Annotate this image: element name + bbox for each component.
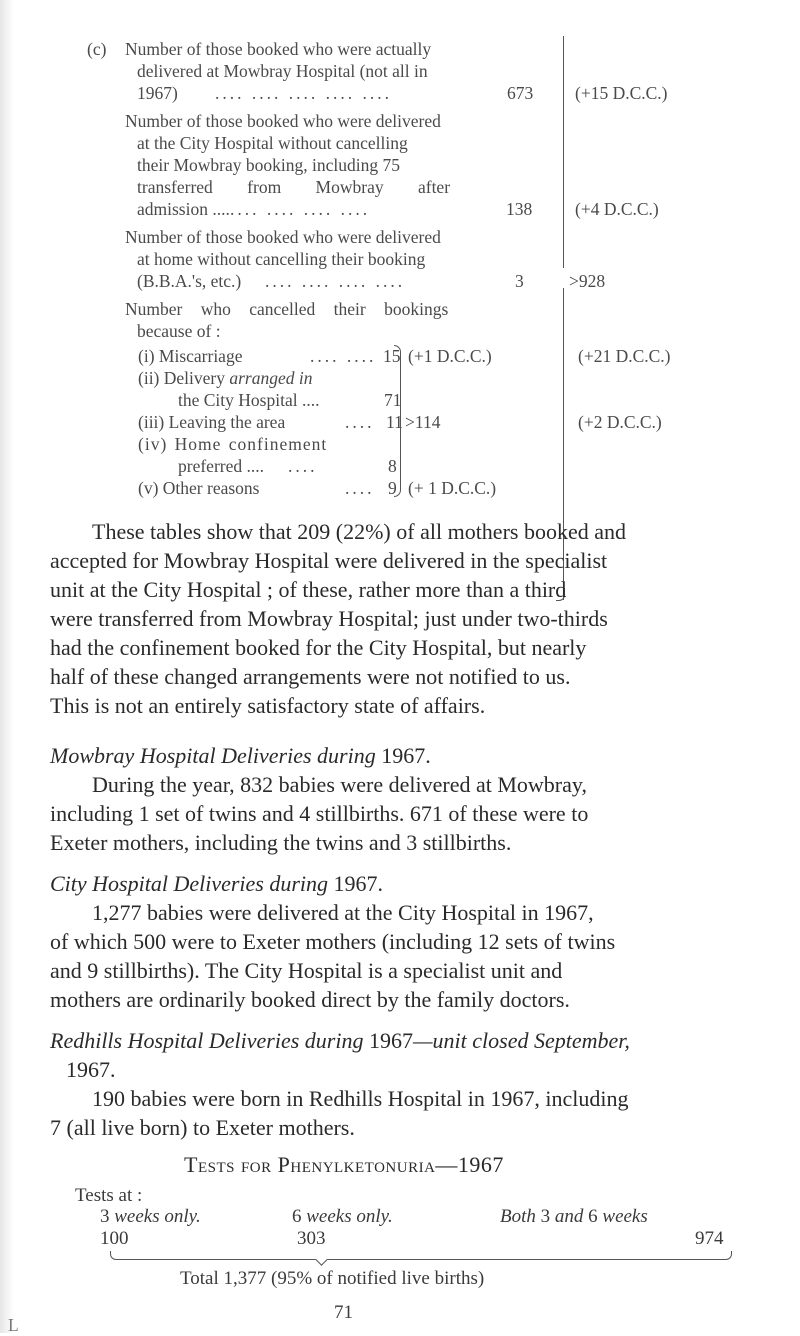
subitem-1-value: 15 — [383, 346, 401, 366]
pku-tests-at: Tests at : — [75, 1185, 143, 1206]
row1-line: Number of those booked who were actually — [125, 39, 432, 59]
pku-title: Tests for Phenylketonuria—1967 — [184, 1152, 504, 1177]
footer-mark: L — [8, 1315, 19, 1335]
row3-line: Number of those booked who were delivered — [125, 227, 441, 247]
row2-note: (+4 D.C.C.) — [575, 199, 659, 219]
subitem-4-line2: preferred .... .... — [178, 456, 318, 476]
city-line: of which 500 were to Exeter mothers (including 12 sets of twins — [50, 929, 616, 954]
subitems-total: >114 — [405, 412, 441, 432]
row2-line: Number of those booked who were delivered — [125, 111, 441, 131]
subitem-4-value: 8 — [388, 456, 397, 476]
pku-col-1-label: 3 weeks only. — [100, 1206, 201, 1227]
row3-line: (B.B.A.'s, etc.) — [137, 271, 242, 291]
pku-col-1-value: 100 — [100, 1228, 129, 1249]
row3-line: at home without cancelling their booking — [137, 249, 426, 269]
pku-col-3-label: Both 3 and 6 weeks — [500, 1206, 648, 1227]
subitem-2-line2: the City Hospital .... — [178, 390, 320, 410]
row1-value: 673 — [507, 83, 534, 103]
mowbray-section — [50, 741, 588, 857]
row1-line: 1967) — [137, 83, 178, 103]
section-marker: (c) — [87, 39, 107, 59]
pku-col-2-value: 303 — [297, 1228, 326, 1249]
subitem-2: (ii) Delivery arranged in — [138, 368, 313, 388]
pku-col-3-value: 974 — [695, 1228, 724, 1249]
city-line: 1,277 babies were delivered at the City Hospital in 1967, — [92, 900, 594, 925]
row4-text — [125, 298, 448, 342]
pku-total: Total 1,377 (95% of notified live births) — [180, 1268, 485, 1289]
mowbray-heading: Mowbray Hospital Deliveries during 1967. — [50, 743, 431, 768]
mowbray-line: including 1 set of twins and 4 stillbirths. 671 of these were to — [50, 801, 589, 826]
redhills-line: 190 babies were born in Redhills Hospital in 1967, including — [92, 1086, 629, 1111]
city-heading: City Hospital Deliveries during 1967. — [50, 871, 384, 896]
row1-dots: .... .... .... .... .... — [215, 83, 392, 103]
group-brace-upper — [563, 36, 564, 268]
pku-col-2-label: 6 weeks only. — [292, 1206, 393, 1227]
city-line: and 9 stillbirths). The City Hospital is a specialist unit and — [50, 958, 563, 983]
pku-total-brace — [110, 1251, 732, 1260]
row4-line: Number who cancelled their bookings — [125, 299, 449, 319]
row1-line: delivered at Mowbray Hospital (not all in — [137, 61, 428, 81]
subitem-2-value: 71 — [384, 390, 402, 410]
redhills-heading-line2: 1967. — [66, 1057, 116, 1082]
page-number: 71 — [334, 1302, 353, 1323]
row3-value: 3 — [515, 271, 524, 291]
summary-line: were transferred from Mowbray Hospital; just under two-thirds — [50, 606, 608, 631]
summary-line: This is not an entirely satisfactory state of affairs. — [50, 693, 486, 718]
summary-line: unit at the City Hospital ; of these, rather more than a third — [50, 577, 567, 602]
row2-line: at the City Hospital without cancelling — [137, 133, 408, 153]
mowbray-line: During the year, 832 babies were delivered at Mowbray, — [92, 772, 587, 797]
redhills-line: 7 (all live born) to Exeter mothers. — [50, 1115, 355, 1140]
summary-line: half of these changed arrangements were not notified to us. — [50, 664, 571, 689]
subitem-5: (v) Other reasons .... — [138, 478, 375, 498]
subitem-3-value: 11 — [386, 412, 403, 432]
subitem-1: (i) Miscarriage .... .... — [138, 346, 377, 366]
summary-line: accepted for Mowbray Hospital were delivered in the specialist — [50, 548, 608, 573]
row2-line: admission .... — [137, 199, 230, 219]
city-line: mothers are ordinarily booked direct by the family doctors. — [50, 987, 570, 1012]
row2-line: transferred from Mowbray after — [137, 177, 451, 197]
row1-note: (+15 D.C.C.) — [575, 83, 668, 103]
row2-line: their Mowbray booking, including 75 — [137, 155, 400, 175]
row2-value: 138 — [506, 199, 533, 219]
row4-line: because of : — [137, 321, 221, 341]
subitem-4: (iv) Home confinement — [138, 434, 328, 454]
subitems-note-bottom: (+ 1 D.C.C.) — [408, 478, 497, 498]
summary-line: These tables show that 209 (22%) of all mothers booked and — [92, 519, 626, 544]
redhills-section — [50, 1026, 630, 1142]
redhills-heading: Redhills Hospital Deliveries during 1967—unit closed September, — [50, 1028, 630, 1053]
page-edge-shadow — [0, 0, 14, 1333]
row4-note-a: (+21 D.C.C.) — [578, 346, 671, 366]
row4-note-b: (+2 D.C.C.) — [578, 412, 662, 432]
row2-dots: .... .... .... .... — [230, 199, 371, 219]
row3-dots: .... .... .... .... — [265, 271, 406, 291]
subitem-3: (iii) Leaving the area .... — [138, 412, 375, 432]
mowbray-line: Exeter mothers, including the twins and 3 stillbirths. — [50, 830, 512, 855]
subitems-brace — [394, 345, 401, 497]
subitem-5-value: 9 — [388, 478, 397, 498]
group-total: >928 — [569, 271, 606, 291]
summary-line: had the confinement booked for the City Hospital, but nearly — [50, 635, 587, 660]
summary-paragraph — [50, 517, 626, 720]
subitems-note-top: (+1 D.C.C.) — [408, 346, 492, 366]
city-section — [50, 869, 615, 1014]
